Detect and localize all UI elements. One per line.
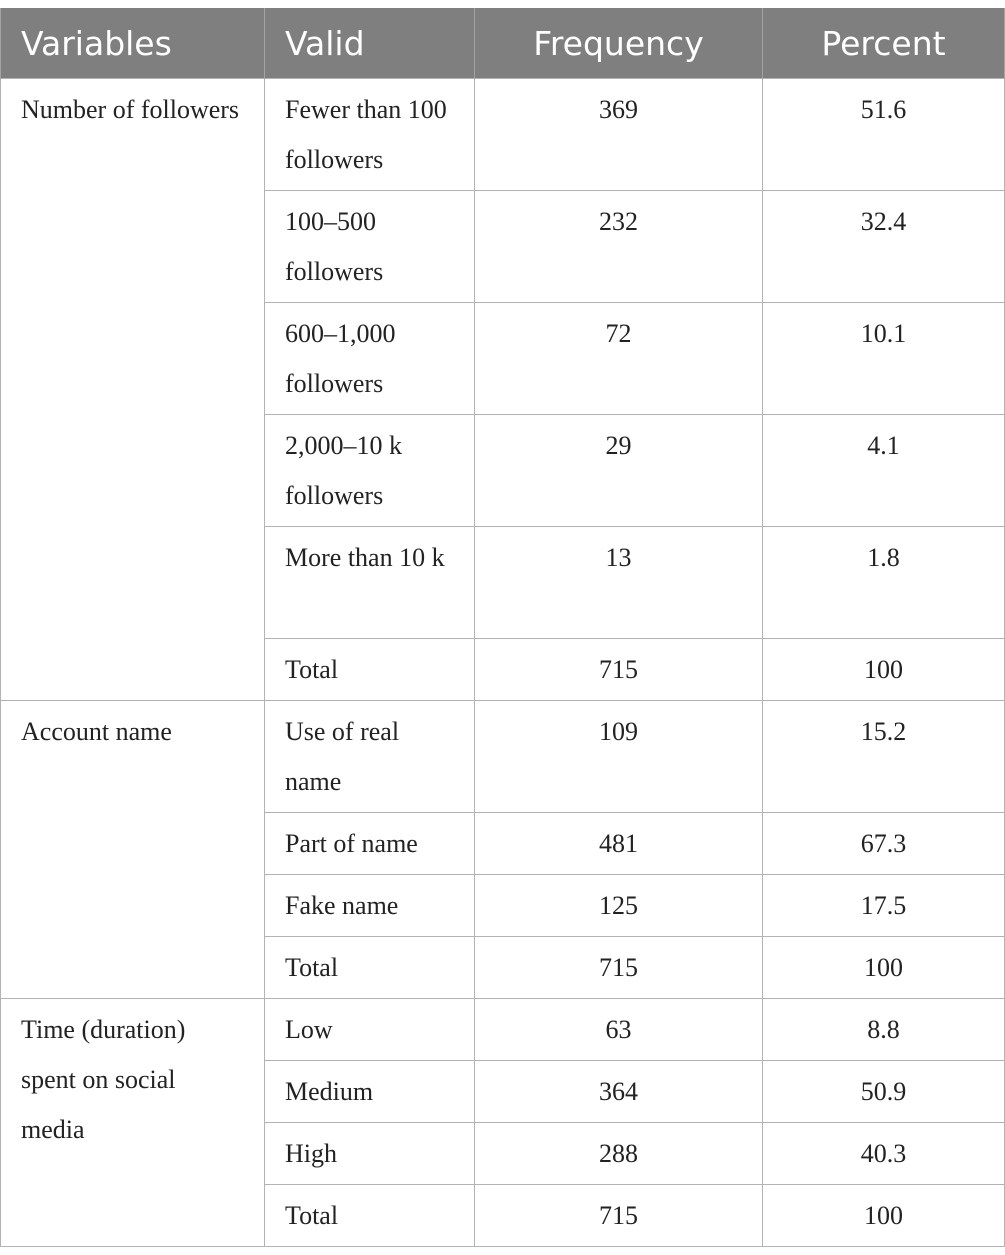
frequency-cell: 109 [475, 701, 763, 813]
frequency-cell: 72 [475, 303, 763, 415]
percent-cell: 32.4 [763, 191, 1005, 303]
valid-cell: Total [265, 1185, 475, 1247]
frequency-cell: 481 [475, 813, 763, 875]
percent-cell: 100 [763, 639, 1005, 701]
valid-cell: Total [265, 639, 475, 701]
frequency-cell: 364 [475, 1061, 763, 1123]
valid-cell: High [265, 1123, 475, 1185]
header-percent: Percent [763, 8, 1005, 79]
frequency-table [0, 8, 1005, 1247]
percent-cell: 50.9 [763, 1061, 1005, 1123]
header-valid: Valid [265, 8, 475, 79]
valid-cell: Part of name [265, 813, 475, 875]
percent-cell: 8.8 [763, 999, 1005, 1061]
table-row [1, 79, 1005, 191]
frequency-cell: 29 [475, 415, 763, 527]
valid-cell: Fake name [265, 875, 475, 937]
percent-cell: 17.5 [763, 875, 1005, 937]
frequency-cell: 715 [475, 639, 763, 701]
variable-cell: Number of followers [1, 79, 265, 701]
percent-cell: 100 [763, 937, 1005, 999]
table-row [1, 999, 1005, 1061]
percent-cell: 10.1 [763, 303, 1005, 415]
frequency-cell: 369 [475, 79, 763, 191]
percent-cell: 15.2 [763, 701, 1005, 813]
frequency-cell: 125 [475, 875, 763, 937]
frequency-cell: 13 [475, 527, 763, 639]
valid-cell: 100–500 followers [265, 191, 475, 303]
valid-cell: Use of real name [265, 701, 475, 813]
valid-cell: Fewer than 100 followers [265, 79, 475, 191]
header-frequency: Frequency [475, 8, 763, 79]
valid-cell: 600–1,000 followers [265, 303, 475, 415]
percent-cell: 4.1 [763, 415, 1005, 527]
frequency-cell: 715 [475, 1185, 763, 1247]
frequency-cell: 63 [475, 999, 763, 1061]
valid-cell: 2,000–10 k followers [265, 415, 475, 527]
variable-cell: Account name [1, 701, 265, 999]
valid-cell: Medium [265, 1061, 475, 1123]
header-row [1, 8, 1005, 79]
percent-cell: 51.6 [763, 79, 1005, 191]
valid-cell: Total [265, 937, 475, 999]
percent-cell: 100 [763, 1185, 1005, 1247]
percent-cell: 1.8 [763, 527, 1005, 639]
frequency-cell: 232 [475, 191, 763, 303]
percent-cell: 40.3 [763, 1123, 1005, 1185]
variable-cell: Time (duration) spent on social media [1, 999, 265, 1247]
frequency-cell: 288 [475, 1123, 763, 1185]
header-variables: Variables [1, 8, 265, 79]
frequency-cell: 715 [475, 937, 763, 999]
table-row [1, 701, 1005, 813]
percent-cell: 67.3 [763, 813, 1005, 875]
valid-cell: More than 10 k [265, 527, 475, 639]
valid-cell: Low [265, 999, 475, 1061]
